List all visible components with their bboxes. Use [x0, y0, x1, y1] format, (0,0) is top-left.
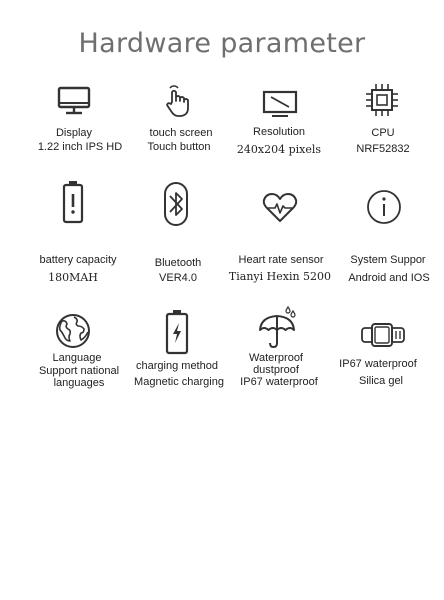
- touch-screen-value: Touch button: [147, 141, 211, 153]
- system-label: System Suppor: [350, 254, 426, 266]
- info-circle-icon: [366, 189, 402, 225]
- heart-rate-icon: [262, 192, 298, 224]
- language-value-2: languages: [53, 377, 105, 389]
- battery-value: 180MAH: [48, 271, 98, 284]
- display-label: Display: [55, 127, 93, 139]
- charging-label: charging method: [136, 360, 218, 372]
- charging-battery-icon: [165, 309, 189, 355]
- cpu-chip-icon: [364, 82, 400, 118]
- waterproof-label: Waterproof: [248, 352, 304, 364]
- bluetooth-label: Bluetooth: [154, 257, 202, 269]
- resolution-screen-icon: [262, 90, 298, 118]
- heart-rate-label: Heart rate sensor: [238, 254, 324, 266]
- display-value: 1.22 inch IPS HD: [37, 141, 123, 153]
- touch-hand-icon: [163, 84, 195, 118]
- heart-rate-value: Tianyi Hexin 5200: [228, 270, 332, 283]
- system-value: Android and IOS: [348, 272, 430, 284]
- umbrella-icon: [257, 305, 301, 349]
- battery-alert-icon: [62, 180, 84, 224]
- band-label: IP67 waterproof: [339, 358, 417, 370]
- battery-label: battery capacity: [39, 254, 117, 266]
- charging-value: Magnetic charging: [134, 376, 224, 388]
- waterproof-value: IP67 waterproof: [240, 376, 318, 388]
- globe-icon: [54, 312, 92, 350]
- monitor-icon: [57, 86, 91, 116]
- page-title: Hardware parameter: [78, 28, 366, 59]
- dustproof-label: dustproof: [253, 364, 299, 376]
- language-value: Support national: [38, 365, 120, 377]
- bluetooth-value: VER4.0: [159, 272, 197, 284]
- cpu-label: CPU: [371, 127, 395, 139]
- cpu-value: NRF52832: [356, 143, 410, 155]
- language-label: Language: [52, 352, 102, 364]
- band-value: Silica gel: [358, 375, 404, 387]
- resolution-value: 240x204 pixels: [236, 143, 322, 156]
- resolution-label: Resolution: [253, 126, 305, 138]
- bluetooth-icon: [163, 181, 189, 227]
- touch-screen-label: touch screen: [149, 127, 213, 139]
- watch-band-icon: [360, 322, 406, 348]
